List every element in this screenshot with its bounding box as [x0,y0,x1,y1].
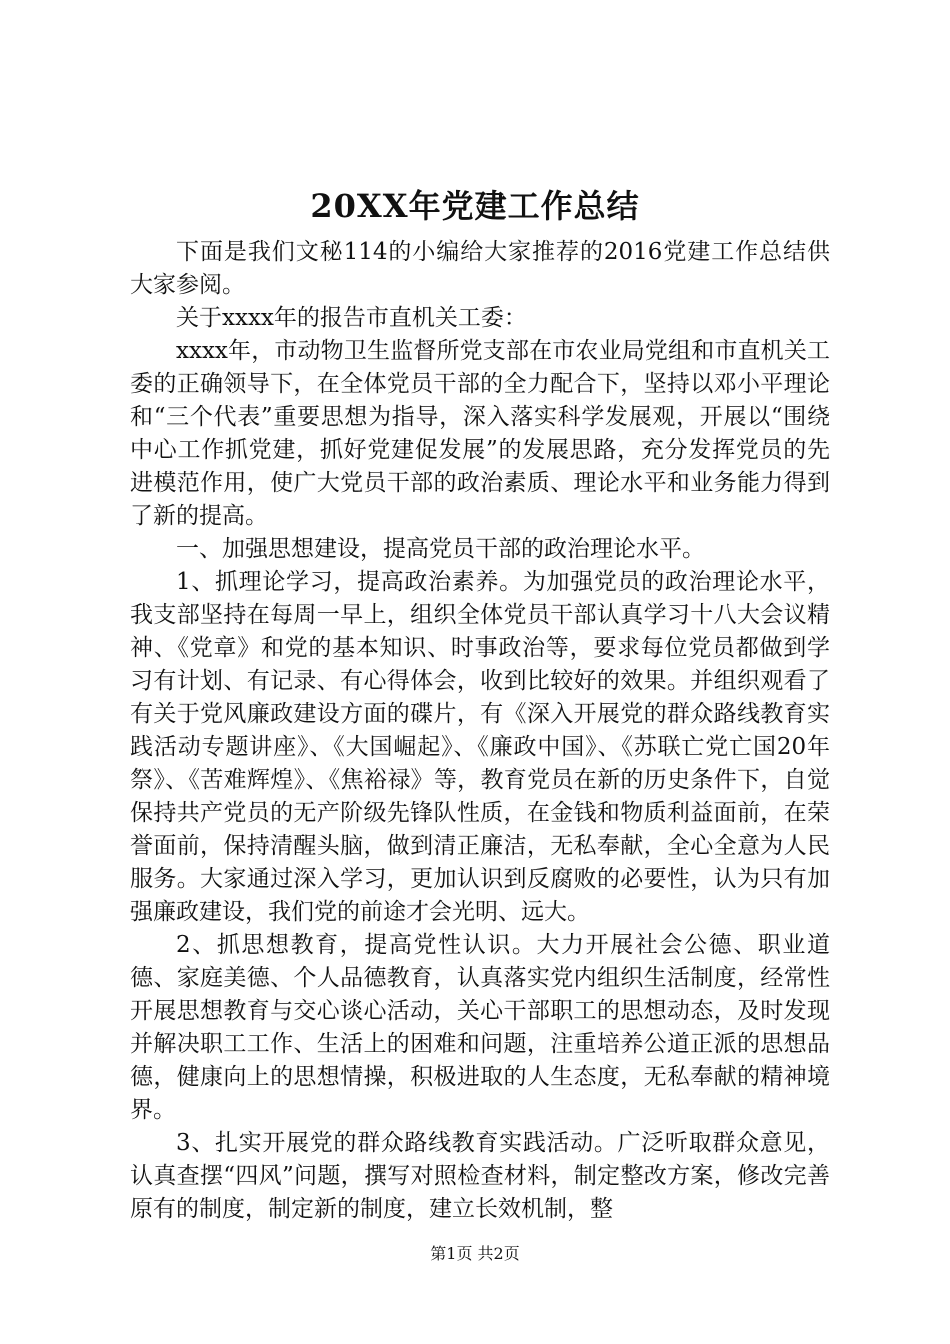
paragraph-intro: 下面是我们文秘114的小编给大家推荐的2016党建工作总结供大家参阅。 [130,239,830,298]
paragraph-item-2: 2、抓思想教育，提高党性认识。大力开展社会公德、职业道德、家庭美德、个人品德教育，认真落实党内组织生活制度，经常性开展思想教育与交心谈心活动，关心干部职工的思想动态，及时发现并解决职工工作、生活上的困难和问题，注重培养公道正派的思想品德，健康向上的思想情操，积极进取的人生态度，无私奉献的精神境界。 [130,932,830,1123]
paragraph-item-3: 3、扎实开展党的群众路线教育实践活动。广泛听取群众意见，认真查摆“四风”问题，撰写对照检查材料，制定整改方案，修改完善原有的制度，制定新的制度，建立长效机制，整 [130,1130,830,1222]
section-heading-1: 一、加强思想建设，提高党员干部的政治理论水平。 [176,536,705,562]
document-title: 20XX年党建工作总结 [310,187,640,225]
paragraph-item-1: 1、抓理论学习，提高政治素养。为加强党员的政治理论水平，我支部坚持在每周一早上，组织全体党员干部认真学习十八大会议精神、《党章》和党的基本知识、时事政治等，要求每位党员都做到学习有计划、有记录、有心得体会，收到比较好的效果。并组织观看了有关于党风廉政建设方面的碟片，有《深入开展党的群众路线教育实践活动专题讲座》、《大国崛起》、《廉政中国》、《苏联亡党亡国20年祭》、《苦难辉煌》、《焦裕禄》等，教育党员在新的历史条件下，自觉保持共产党员的无产阶级先锋队性质，在金钱和物质利益面前，在荣誉面前，保持清醒头脑，做到清正廉洁，无私奉献，全心全意为人民服务。大家通过深入学习，更加认识到反腐败的必要性，认为只有加强廉政建设，我们党的前途才会光明、远大。 [130,569,830,925]
document-body [130,236,830,1226]
paragraph-addressee: 关于xxxx年的报告市直机关工委： [176,305,527,331]
paragraph-overview: xxxx年，市动物卫生监督所党支部在市农业局党组和市直机关工委的正确领导下，在全体党员干部的全力配合下，坚持以邓小平理论和“三个代表”重要思想为指导，深入落实科学发展观，开展以“围绕中心工作抓党建，抓好党建促发展”的发展思路，充分发挥党员的先进模范作用，使广大党员干部的政治素质、理论水平和业务能力得到了新的提高。 [130,338,830,529]
page-footer: 第1页 共2页 [430,1244,520,1263]
